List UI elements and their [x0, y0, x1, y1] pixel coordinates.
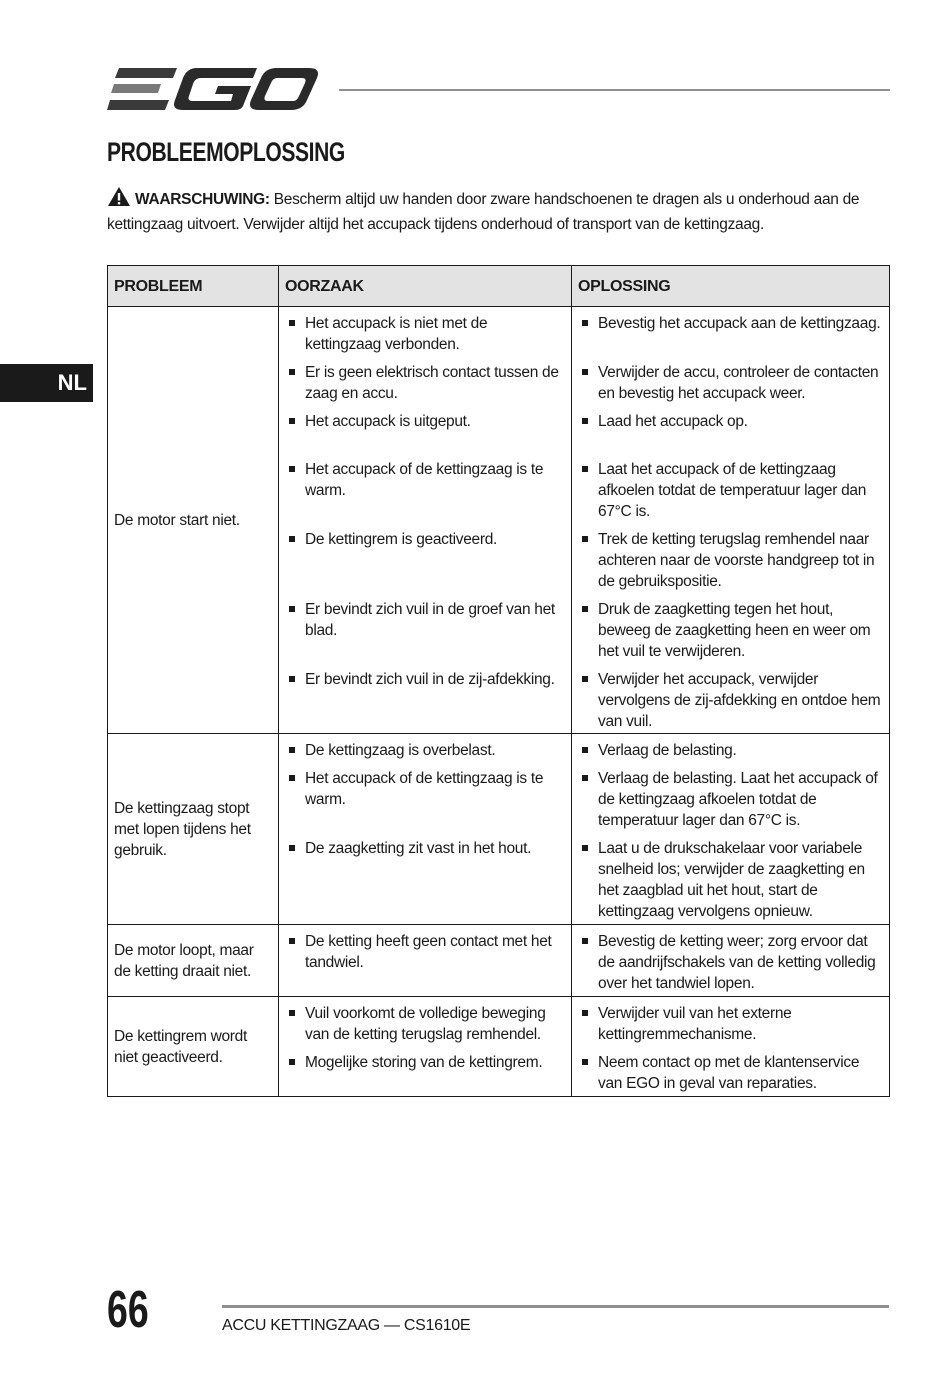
- table-row: [108, 307, 890, 734]
- footer-divider: [222, 1305, 889, 1308]
- solution-cell: [572, 734, 890, 925]
- solution-cell: [572, 307, 890, 734]
- cause-cell: [279, 734, 572, 925]
- cause-item: Vuil voorkomt de volledige beweging van de ketting terugslag remhendel.: [289, 1003, 565, 1052]
- cause-item: De zaagketting zit vast in het hout.: [289, 838, 565, 922]
- troubleshooting-table: [107, 265, 890, 1097]
- cause-item: Het accupack of de kettingzaag is te warm.: [289, 768, 565, 838]
- cause-item: Het accupack of de kettingzaag is te warm.: [289, 459, 565, 529]
- solution-item: Verlaag de belasting.: [582, 740, 883, 768]
- page-number: 66: [107, 1281, 149, 1339]
- cause-cell: [279, 925, 572, 997]
- solution-cell: [572, 925, 890, 997]
- cause-item: De kettingzaag is overbelast.: [289, 740, 565, 768]
- problem-cell: De kettingzaag stopt met lopen tijdens het gebruik.: [108, 734, 279, 925]
- column-header-problem: PROBLEEM: [108, 266, 279, 307]
- solution-item: Trek de ketting terugslag remhendel naar achteren naar de voorste handgreep tot in de gebruikspositie.: [582, 529, 883, 599]
- table-header-row: [108, 266, 890, 307]
- warning-notice: [107, 186, 897, 236]
- problem-cell: De motor start niet.: [108, 307, 279, 734]
- solution-item: Verwijder vuil van het externe kettingremmechanisme.: [582, 1003, 883, 1052]
- language-tab: NL: [0, 364, 93, 402]
- solution-item: Druk de zaagketting tegen het hout, beweeg de zaagketting heen en weer om het vuil te verwijderen.: [582, 599, 883, 669]
- solution-item: Laad het accupack op.: [582, 411, 883, 459]
- solution-item: Bevestig de ketting weer; zorg ervoor dat de aandrijfschakels van de ketting volledig over het tandwiel lopen.: [582, 931, 883, 994]
- problem-cell: De kettingrem wordt niet geactiveerd.: [108, 997, 279, 1097]
- cause-item: De ketting heeft geen contact met het tandwiel.: [289, 931, 565, 973]
- cause-item: Er bevindt zich vuil in de zij-afdekking.: [289, 669, 565, 729]
- solution-item: Verwijder de accu, controleer de contacten en bevestig het accupack weer.: [582, 362, 883, 411]
- header-divider: [339, 89, 890, 91]
- solution-item: Bevestig het accupack aan de kettingzaag.: [582, 313, 883, 362]
- cause-item: Het accupack is niet met de kettingzaag verbonden.: [289, 313, 565, 362]
- ego-logo: [107, 64, 319, 114]
- table-row: [108, 734, 890, 925]
- solution-item: Verwijder het accupack, verwijder vervolgens de zij-afdekking en ontdoe hem van vuil.: [582, 669, 883, 729]
- cause-cell: [279, 997, 572, 1097]
- warning-label: WAARSCHUWING:: [135, 191, 270, 208]
- column-header-solution: OPLOSSING: [572, 266, 890, 307]
- warning-triangle-icon: [107, 186, 131, 214]
- solution-item: Laat het accupack of de kettingzaag afkoelen totdat de temperatuur lager dan 67°C is.: [582, 459, 883, 529]
- warning-text: Bescherm altijd uw handen door zware handschoenen te dragen als u onderhoud aan de kettingzaag uitvoert. Verwijder altijd het accupack tijdens onderhoud of transport van de kettingzaag.: [107, 191, 860, 233]
- column-header-cause: OORZAAK: [279, 266, 572, 307]
- cause-item: Er is geen elektrisch contact tussen de zaag en accu.: [289, 362, 565, 411]
- problem-cell: De motor loopt, maar de ketting draait niet.: [108, 925, 279, 997]
- page-title: PROBLEEMOPLOSSING: [107, 137, 345, 167]
- solution-item: Verlaag de belasting. Laat het accupack of de kettingzaag afkoelen totdat de temperatuur lager dan 67°C is.: [582, 768, 883, 838]
- cause-item: De kettingrem is geactiveerd.: [289, 529, 565, 599]
- table-row: [108, 925, 890, 997]
- footer-title: ACCU KETTINGZAAG — CS1610E: [222, 1317, 471, 1334]
- cause-item: Het accupack is uitgeput.: [289, 411, 565, 459]
- cause-item: Mogelijke storing van de kettingrem.: [289, 1052, 565, 1073]
- solution-item: Laat u de drukschakelaar voor variabele snelheid los; verwijder de zaagketting en het zaagblad uit het hout, start de kettingzaag vervolgens opnieuw.: [582, 838, 883, 922]
- cause-cell: [279, 307, 572, 734]
- cause-item: Er bevindt zich vuil in de groef van het blad.: [289, 599, 565, 669]
- solution-item: Neem contact op met de klantenservice van EGO in geval van reparaties.: [582, 1052, 883, 1094]
- table-row: [108, 997, 890, 1097]
- solution-cell: [572, 997, 890, 1097]
